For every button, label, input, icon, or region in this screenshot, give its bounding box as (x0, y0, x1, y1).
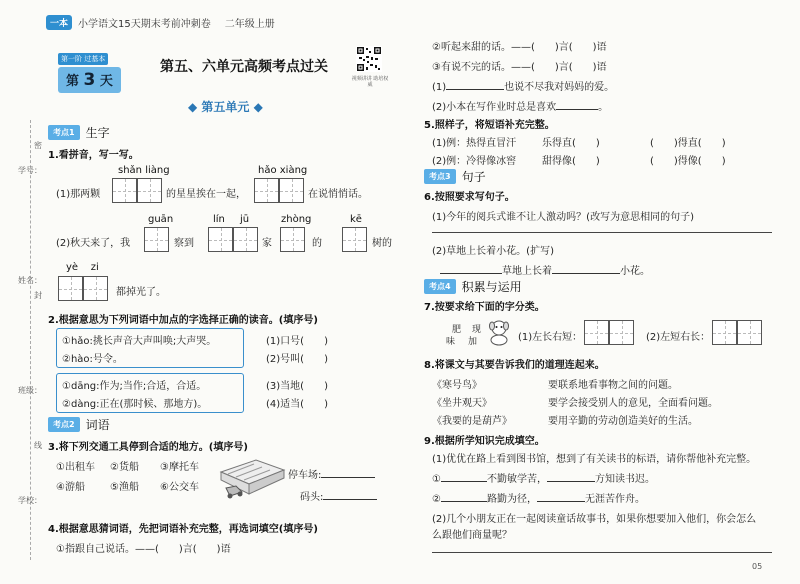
pinyin-ju: jū (240, 214, 250, 225)
q8-title: 8.将课文与其要告诉我们的道理连起来。 (424, 360, 605, 371)
q6-expand-text: 草地上长着 (502, 266, 552, 277)
day-tag (58, 46, 122, 93)
q8-text-3[interactable]: 《我要的是葫芦》 (432, 416, 512, 427)
q8-text-1[interactable]: 《寒号鸟》 (432, 380, 482, 391)
pinyin-yezi (66, 262, 99, 273)
qr-code-icon[interactable] (356, 46, 382, 72)
q9-s1-text-2: 方知读书迟。 (594, 474, 655, 485)
q1-line2-c: 家 (262, 238, 272, 249)
q4-sentence-2 (432, 98, 608, 113)
q8-text-2[interactable]: 《坐井观天》 (432, 398, 492, 409)
q6-blank-1[interactable] (440, 273, 502, 274)
binding-line (30, 120, 31, 560)
series-title: 小学语文15天期末考前冲刺卷 (78, 19, 211, 30)
q1-line3: 都掉光了。 (116, 287, 166, 298)
pinyin-ye: yè (66, 262, 79, 273)
day-prefix: 第 (66, 74, 80, 89)
answer-grid-yezi[interactable] (58, 276, 108, 301)
q2-hao-2: ②hào:号令。 (62, 354, 123, 365)
q7-left-grid[interactable] (584, 320, 634, 345)
side-school: 学校： (18, 496, 42, 505)
answer-grid-shanliang[interactable] (112, 178, 162, 203)
q1-line1-b: 的星星挨在一起， (166, 189, 246, 200)
q5-example-2: (2)例：冷得像冰窖 (432, 156, 517, 167)
q9-title: 9.根据所学知识完成填空。 (424, 436, 545, 447)
q2-title: 2.根据意思为下列词语中加点的字选择正确的读音。(填序号) (48, 315, 318, 326)
q4-sentence-1 (432, 78, 614, 93)
q4-title: 4.根据意思猜词语，先把词语补充完整，再选词填空(填序号) (48, 524, 318, 535)
q4-s1-prefix: (1) (432, 82, 447, 93)
q3-item-4: ④游船 (56, 482, 85, 493)
section-3-label: 句子 (461, 170, 486, 184)
answer-grid-guan[interactable] (144, 227, 169, 252)
brand-logo: 一本 (46, 15, 72, 30)
q7-char-fei: 肥 (452, 325, 462, 335)
pinyin-shanliang: shǎn liàng (118, 165, 170, 176)
day-suffix: 天 (99, 74, 113, 89)
unit-title: ◆ 第五单元 ◆ (188, 100, 263, 114)
q4-item-2[interactable]: ②听起来甜的话。——( )言( )语 (432, 42, 607, 53)
side-class: 班级： (18, 386, 42, 395)
q3-parking-label (288, 466, 375, 481)
section-4-label: 积累与运用 (461, 280, 522, 294)
q7-char-wei: 味 (446, 337, 456, 347)
side-name: 姓名： (18, 276, 42, 285)
q3-dock-text: 码头: (300, 492, 324, 503)
parking-lot-illustration (216, 452, 286, 502)
q7-char-xian: 现 (472, 325, 482, 335)
q9-s1-text-1: 不勤敏学苦， (486, 474, 547, 485)
q5-blank-4[interactable]: ( )得像( ) (650, 156, 726, 167)
q9-instruction-2: (2)几个小朋友正在一起阅读童话故事书，如果你想要加入他们，你会怎么 (432, 514, 757, 525)
q9-instruction-1: (1)优优在路上看到图书馆，想到了有关读书的标语，请你帮他补充完整。 (432, 454, 757, 465)
q6-answer-line-1[interactable] (432, 232, 772, 233)
page-title: 第五、六单元高频考点过关 (160, 59, 328, 75)
q9-s2-num: ② (432, 494, 441, 505)
answer-grid-ke[interactable] (342, 227, 367, 252)
q6-blank-2[interactable] (552, 273, 620, 274)
section-4-header (424, 278, 522, 295)
q9-s1-num: ① (432, 474, 441, 485)
q7-char-jia: 加 (468, 337, 478, 347)
q4-s1-text: 也说不尽我对妈妈的爱。 (504, 82, 615, 93)
q9-s2-text-1: 路勤为径， (486, 494, 537, 505)
pinyin-guan: guān (148, 214, 174, 225)
q3-dock-label (300, 488, 377, 503)
q1-line1-a: (1)那两颗 (56, 189, 101, 200)
section-4-chip: 考点4 (424, 279, 456, 294)
section-2-header (48, 416, 110, 433)
q1-line1-c: 在说悄悄话。 (308, 189, 368, 200)
q2-dang-2: ②dàng:正在(那时候、那地方)。 (62, 399, 208, 410)
section-1-chip: 考点1 (48, 125, 80, 140)
q6-title: 6.按照要求写句子。 (424, 192, 515, 203)
unit-title-text: 第五单元 (201, 100, 250, 114)
q1-line2-d: 的 (312, 238, 322, 249)
q6-expand-line (440, 262, 650, 277)
q5-blank-1[interactable]: 乐得直( ) (542, 138, 600, 149)
q9-s2-text-2: 无涯苦作舟。 (584, 494, 645, 505)
q2-hao-1: ①hǎo:挑长声音大声叫唤;大声哭。 (62, 336, 217, 347)
q4-item-3[interactable]: ③有说不完的话。——( )言( )语 (432, 62, 607, 73)
stage-label: 第一阶 过基本 (58, 53, 108, 65)
q7-right-label: (2)左短右长： (646, 332, 711, 343)
q3-item-1: ①出租车 (56, 462, 95, 473)
q9-s1-blank-1[interactable] (441, 481, 487, 482)
q3-dock-blank[interactable] (323, 499, 377, 500)
q5-title: 5.照样子，将短语补充完整。 (424, 120, 555, 131)
pinyin-ke: kē (350, 214, 362, 225)
puppy-icon (486, 318, 512, 346)
q2-item-3[interactable]: (3)当地( ) (266, 381, 328, 392)
q1-line2-e: 树的 (372, 238, 392, 249)
header-bar (46, 15, 275, 30)
q5-blank-3[interactable]: 甜得像( ) (542, 156, 600, 167)
section-3-chip: 考点3 (424, 169, 456, 184)
q2-dang-1: ①dāng:作为;当作;合适，合适。 (62, 381, 207, 392)
q4-s2-end: 。 (598, 102, 609, 113)
day-number: 3 (83, 70, 96, 90)
section-1-label: 生字 (85, 126, 110, 140)
q9-slogan-2 (432, 490, 645, 505)
qr-caption: 视频讲讲 助培权威 (351, 76, 389, 88)
section-2-chip: 考点2 (48, 417, 80, 432)
q3-item-3: ③摩托车 (160, 462, 199, 473)
q3-title: 3.将下列交通工具停到合适的地方。(填序号) (48, 442, 248, 453)
q9-s2-blank-1[interactable] (441, 501, 487, 502)
q2-item-1[interactable]: (1)口号( ) (266, 336, 328, 347)
side-student-no: 学号： (18, 166, 42, 175)
q4-s2-text: (2)小本在写作业时总是喜欢 (432, 102, 557, 113)
q5-example-1: (1)例：热得直冒汗 (432, 138, 517, 149)
q3-item-6: ⑥公交车 (160, 482, 199, 493)
q3-item-2: ②货船 (110, 462, 139, 473)
pinyin-lin: lín (213, 214, 225, 225)
section-3-header (424, 168, 486, 185)
q9-s1-blank-2[interactable] (547, 481, 595, 482)
section-2-label: 词语 (85, 418, 110, 432)
q2-item-2[interactable]: (2)号叫( ) (266, 354, 328, 365)
grade-label: 二年级上册 (224, 19, 275, 30)
q9-s2-blank-2[interactable] (537, 501, 585, 502)
q4-item-1[interactable]: ①指跟自己说话。——( )言( )语 (56, 544, 231, 555)
pinyin-zhong: zhòng (281, 214, 312, 225)
q7-right-grid[interactable] (712, 320, 762, 345)
pinyin-haoxiang: hǎo xiàng (258, 165, 308, 176)
q1-line2-b: 察到 (174, 238, 194, 249)
q7-left-label: (1)左长右短： (518, 332, 583, 343)
q4-s1-blank[interactable] (446, 89, 504, 90)
answer-grid-linju[interactable] (208, 227, 258, 252)
side-seal-feng: 封 (34, 291, 42, 300)
q3-item-5: ⑤渔船 (110, 482, 139, 493)
q8-moral-3[interactable]: 要用辛勤的劳动创造美好的生活。 (548, 416, 698, 427)
q5-blank-2[interactable]: ( )得直( ) (650, 138, 726, 149)
side-seal-xian: 线 (34, 441, 42, 450)
day-badge (58, 67, 121, 93)
q7-title: 7.按要求给下面的字分类。 (424, 302, 545, 313)
q1-title: 1.看拼音，写一写。 (48, 150, 139, 161)
section-1-header (48, 124, 110, 141)
page-number: 05 (752, 562, 763, 571)
q4-s2-blank[interactable] (556, 109, 598, 110)
answer-grid-haoxiang[interactable] (254, 178, 304, 203)
q8-moral-2[interactable]: 要学会接受别人的意见，全面看问题。 (548, 398, 718, 409)
q8-moral-1[interactable]: 要联系地看事物之间的问题。 (548, 380, 678, 391)
answer-grid-zhong[interactable] (280, 227, 305, 252)
q3-park-blank[interactable] (321, 477, 375, 478)
q1-line2-a: (2)秋天来了，我 (56, 238, 131, 249)
side-seal-mi: 密 (34, 141, 42, 150)
q9-instruction-2b: 么跟他们商量呢？ (432, 530, 512, 541)
pinyin-zi: zi (90, 262, 99, 273)
q6-instruction-2: (2)草地上长着小花。(扩写) (432, 246, 554, 257)
q6-expand-end: 小花。 (620, 266, 650, 277)
q3-park-text: 停车场: (288, 470, 322, 481)
q6-instruction-1: (1)今年的阅兵式谁不让人激动吗？(改写为意思相同的句子) (432, 212, 694, 223)
q9-answer-line[interactable] (432, 552, 772, 553)
q9-slogan-1 (432, 470, 655, 485)
q2-item-4[interactable]: (4)适当( ) (266, 399, 328, 410)
